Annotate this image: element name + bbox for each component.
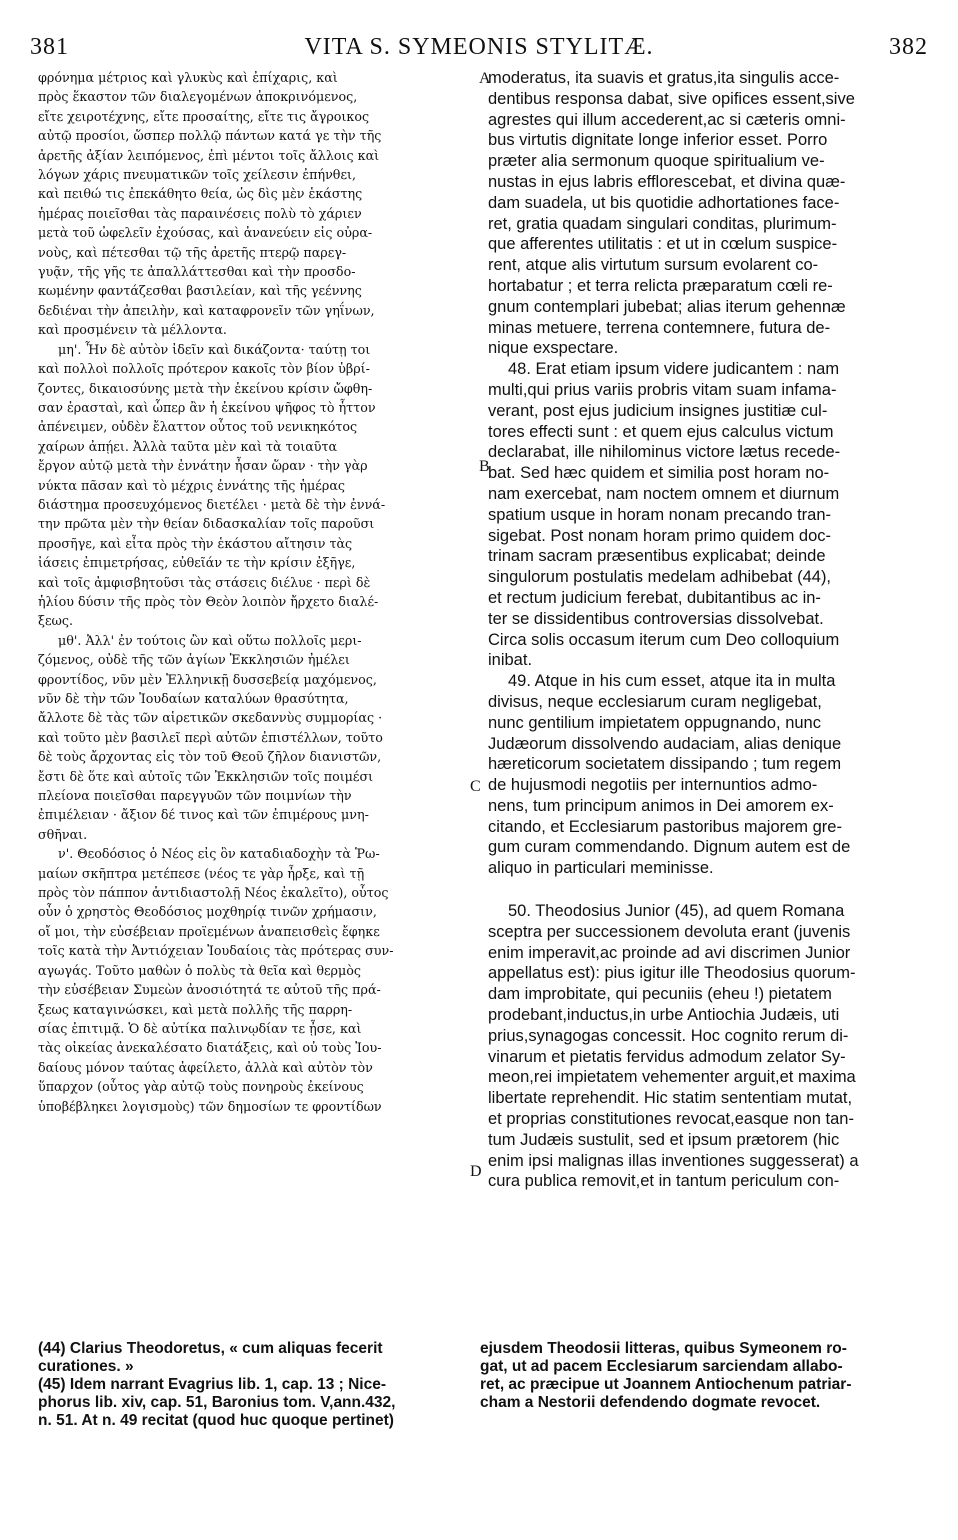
greek-text-line: ἄλλοτε δὲ τὰς τῶν αἱρετικῶν σκεδαννὺς συμμορίας · — [38, 710, 383, 726]
latin-text-line: declarabat, ille nihilominus victore lætus recede- — [488, 443, 841, 462]
greek-text-line: ὑποβέβληκει λογισμοὺς) τῶν δημοσίων τε φροντίδων — [38, 1098, 382, 1114]
latin-text-line: 49. Atque in his cum esset, atque ita in multa — [508, 672, 836, 691]
latin-text-line: vinarum et pietatis fervidus admodum zelator Sy- — [488, 1047, 846, 1066]
latin-text-line: cura publica removit,et in tantum periculum con- — [488, 1172, 840, 1191]
latin-column — [488, 68, 922, 1192]
greek-text-line: την πρῶτα μὲν τὴν θείαν διδασκαλίαν τοῖς παροῦσι — [38, 516, 375, 532]
latin-text-line: dentibus responsa dabat, sive opifices essent,sive — [488, 89, 855, 108]
latin-text-line: prodebant,inductus,in urbe Antiochia Judæis, uti — [488, 1006, 840, 1025]
greek-text-line: οὖν ὁ χρηστὸς Θεοδόσιος μοχθηρίᾳ τινῶν χρήμασιν, — [38, 904, 377, 920]
latin-text-line: præter alia sermonum quoque spiritualium ve- — [488, 152, 825, 171]
latin-text-line: tores effecti sunt : et quem ejus calculus victum — [488, 422, 834, 441]
page-number-left: 381 — [30, 34, 69, 60]
greek-text-line: σθῆναι. — [38, 826, 88, 842]
greek-text-line: ζοντες, δικαιοσύνης μετὰ τὴν ἐκείνου κρίσιν ὤφθη- — [38, 380, 373, 396]
latin-text-line: bus virtutis dignitate longe inferior esset. Porro — [488, 131, 828, 150]
latin-text-line: ter se dissidentibus controversias dissolvebat. — [488, 609, 824, 628]
greek-text-line: προσῆγε, καὶ εἶτα πρὸς τὴν ἑκάστου αἴτησιν τὰς — [38, 535, 353, 551]
latin-text-line: minas metuere, terrena contemnere, futura de- — [488, 318, 831, 337]
greek-text-line: χαίρων ἀπῄει. Ἀλλὰ ταῦτα μὲν καὶ τὰ τοιαῦτα — [38, 438, 338, 454]
greek-text-line: καὶ πειθώ τις ἐπεκάθητο θεία, ὡς δὶς μὲν ἑκάστης — [38, 186, 363, 202]
latin-text-line: enim imperavit,ac proinde ad avi discrimen Junior — [488, 943, 851, 962]
greek-text-line: σίας ἐπιτιμᾷ. Ὁ δὲ αὐτίκα παλινῳδίαν τε ᾖσε, καὶ — [38, 1020, 362, 1036]
greek-text-line: νοὺς, καὶ πέτεσθαι τῷ τῆς ἀρετῆς πτερῷ παρεγ- — [38, 244, 347, 260]
greek-text-line: μθ'. Ἀλλ' ἐν τούτοις ὢν καὶ οὕτω πολλοῖς μερι- — [58, 632, 362, 648]
latin-text-line: verant, post ejus judicium insignes justitiæ cul- — [488, 401, 828, 420]
latin-text-line: meon,rei impietatem vehementer arguit,et maxima — [488, 1068, 856, 1087]
latin-text-line: singulorum postulatis medelam adhibebat (44), — [488, 568, 832, 587]
latin-text-line: citando, et Ecclesiarum pastoribus majorem gre- — [488, 817, 842, 836]
latin-text-line: dam improbitate, qui pecuniis (eheu !) pietatem — [488, 985, 832, 1004]
margin-letter-c: C — [470, 778, 481, 795]
running-header — [30, 34, 928, 68]
latin-text-line: gnum contemplari jubebat; alias iterum gehennæ — [488, 297, 846, 316]
greek-text-line: πρὸς τὸν πάππον ἀντιδιαστολῇ Νέος ἐκαλεῖτο), οὗτος — [38, 885, 389, 901]
greek-text-line: αγωγάς. Τοῦτο μαθὼν ὁ πολὺς τὰ θεῖα καὶ θερμὸς — [38, 962, 361, 978]
greek-text-line: νῦν δὲ τὴν τῶν Ἰουδαίων καταλύων θρασύτητα, — [38, 691, 349, 706]
footnote-line: ret, ac præcipue ut Joannem Antiochenum patriar- — [480, 1376, 852, 1393]
latin-text-line: libertate reprehendit. Hic statim sententiam mutat, — [488, 1089, 853, 1108]
latin-text-line: 48. Erat etiam ipsum videre judicantem : nam — [508, 360, 840, 379]
running-title: VITA S. SYMEONIS STYLITÆ. — [304, 34, 654, 60]
greek-text-line: μη'. Ἦν δὲ αὐτὸν ἰδεῖν καὶ δικάζοντα· ταύτῃ τοι — [58, 341, 371, 357]
greek-text-line: λόγων χάρις πνευματικῶν τοῖς χείλεσιν ἐπήνθει, — [38, 167, 357, 183]
latin-text-line: que afferentes utilitatis : et ut in cœlum suspice- — [488, 235, 838, 254]
greek-text-line: ξεως. — [38, 613, 74, 629]
greek-text-line: αὐτῷ προσίοι, ὥσπερ πολλῷ πάντων κατά γε τὴν τῆς — [38, 128, 382, 144]
latin-text-line: nustas in ejus labris efflorescebat, et divina quæ- — [488, 172, 846, 191]
latin-text-line — [488, 879, 922, 901]
greek-text-line: ἡλίου δύσιν τῆς πρὸς τὸν Θεὸν λοιπὸν ἤρχετο διαλέ- — [38, 593, 379, 609]
greek-text-line: ἔργον αὐτῷ μετὰ τὴν ἐννάτην ἦσαν ὥραν · τὴν γὰρ — [38, 458, 368, 474]
latin-text-line: 50. Theodosius Junior (45), ad quem Romana — [508, 902, 845, 921]
latin-text-line: Judæorum dissolvendo audaciam, alias denique — [488, 734, 842, 753]
latin-text-line: hortabatur ; et terra relicta præparatum cœli re- — [488, 276, 833, 295]
greek-text-line: πλείονα ποιεῖσθαι παρεγγυῶν τῶν ποιμνίων τὴν — [38, 788, 352, 804]
greek-text-line: φροντίδος, νῦν μὲν Ἑλληνικῇ δυσσεβείᾳ μαχόμενος, — [38, 671, 377, 687]
greek-text-line: τὰς οἰκείας ἀνεκαλέσατο διατάξεις, καὶ οὐ τοὺς Ἰου- — [38, 1040, 382, 1056]
footnote-line: ejusdem Theodosii litteras, quibus Symeonem ro- — [480, 1340, 847, 1357]
latin-text-line: sceptra per successionem devoluta erant (juvenis — [488, 922, 851, 941]
greek-text-line: εἴτε χειροτέχνης, εἴτε προσαίτης, εἴτε τις ἄγροικος — [38, 108, 370, 124]
latin-text-line: gum curam commendando. Dignum autem est de — [488, 838, 851, 857]
latin-text-line: prius,synagogas concessit. Hoc cognito rerum di- — [488, 1026, 849, 1045]
latin-text-line: dam suadela, ut bis quotidie adhortationes face- — [488, 193, 840, 212]
latin-text-line: bat. Sed hæc quidem et similia post horam no- — [488, 464, 830, 483]
greek-text-line: δὲ τοὺς ἄρχοντας εἰς τὸν τοῦ Θεοῦ ζῆλον διανιστῶν, — [38, 749, 382, 765]
footnote-line: phorus lib. xiv, cap. 51, Baronius tom. V,ann.432, — [38, 1394, 396, 1411]
greek-text-line: ν'. Θεοδόσιος ὁ Νέος εἰς ὃν καταδιαδοχὴν τὰ Ῥω- — [58, 846, 380, 862]
greek-text-line: γυᾷν, τῆς γῆς τε ἀπαλλάττεσθαι καὶ τὴν προσδο- — [38, 264, 356, 280]
latin-text-line: Circa solis occasum iterum cum Deo colloquium — [488, 630, 840, 649]
latin-text-line: de hujusmodi negotiis per internuntios admo- — [488, 776, 818, 795]
greek-text-line: ἔστι δὲ ὅτε καὶ αὐτοῖς τῶν Ἐκκλησιῶν τοῖς ποιμέσι — [38, 768, 374, 784]
footnote-line: (45) Idem narrant Evagrius lib. 1, cap. 13 ; Nice- — [38, 1376, 387, 1393]
footnote-line: n. 51. At n. 49 recitat (quod huc quoque pertinet) — [38, 1412, 394, 1429]
latin-text-line: divisus, neque ecclesiarum curam negligebat, — [488, 692, 822, 711]
greek-text-line: καὶ τοῖς ἀμφισβητοῦσι τὰς στάσεις διέλυε · περὶ δὲ — [38, 574, 371, 590]
margin-letter-d: D — [470, 1163, 482, 1180]
latin-text-line: spatium usque in horam nonam precando tran- — [488, 505, 832, 524]
footnote-line: curationes. » — [38, 1358, 134, 1375]
greek-text-line: ἀπένειμεν, οὐδὲν ἔλαττον οὗτος τοῦ νενικηκότος — [38, 419, 358, 435]
latin-text-line: ret, gratia quadam singulari conditas, plurimum- — [488, 214, 837, 233]
latin-text-line: aliquo in particulari meminisse. — [488, 859, 714, 878]
greek-text-line: κωμένην φαντάζεσθαι βασιλείαν, καὶ τῆς γεέννης — [38, 283, 362, 299]
latin-text-line: multi,qui prius variis probris vitam suam infama- — [488, 380, 837, 399]
greek-text-line: μαίων σκῆπτρα μετέπεσε (νέος τε γὰρ ἦρξε, καὶ τῇ — [38, 865, 365, 881]
latin-text-line: appellatus est): pius igitur ille Theodosius quorum- — [488, 964, 856, 983]
latin-text-line: et proprias constitutiones revocat,easque non tan- — [488, 1110, 854, 1129]
greek-text-line: νύκτα πᾶσαν καὶ τὸ μέχρις ἐννάτης τῆς ἡμέρας — [38, 477, 346, 493]
footnotes-left — [38, 1340, 468, 1430]
latin-text-line: enim ipsi malignas illas inventiones suggesserat) a — [488, 1151, 859, 1170]
latin-text-line: hæreticorum societatem dissipando ; tum regem — [488, 755, 842, 774]
greek-text-line: καὶ τοῦτο μὲν βασιλεῖ περὶ αὐτῶν ἐπιστέλλων, τοῦτο — [38, 729, 383, 745]
greek-text-line: τοῖς κατὰ τὴν Ἀντιόχειαν Ἰουδαίοις τὰς πρότερας συν- — [38, 943, 394, 959]
footnote-line: (44) Clarius Theodoretus, « cum aliquas fecerit — [38, 1340, 383, 1357]
greek-text-line: καὶ πολλοὶ πολλοῖς πρότερον κακοῖς τὸν βίον ὑβρί- — [38, 361, 370, 377]
greek-text-line: διάστημα προσευχόμενος διετέλει · μετὰ δὲ τὴν ἐννά- — [38, 496, 386, 512]
latin-text-line: sigebat. Post nonam horam primo quidem doc- — [488, 526, 832, 545]
margin-letter-b: B — [479, 458, 490, 475]
latin-text-line: nens, tum principum animos in Dei amorem ex- — [488, 796, 834, 815]
greek-text-line: μετὰ τοῦ ὠφελεῖν ἐχούσας, καὶ ἀνανεύειν εἰς οὐρα- — [38, 225, 373, 241]
greek-text-line: φρόνημα μέτριος καὶ γλυκὺς καὶ ἐπίχαρις, καὶ — [38, 70, 338, 85]
latin-text-line: trinam sacram præsentibus explicabat; deinde — [488, 547, 826, 566]
latin-text-line: agrestes qui illum accederent,ac si cæteris omni- — [488, 110, 846, 129]
greek-text-line: σαν ἐρασταὶ, καὶ ὧπερ ἂν ἡ ἐκείνου ψῆφος τὸ ἧττον — [38, 399, 376, 415]
footnote-line: cham a Nestorii defendendo dogmate revocet. — [480, 1394, 821, 1411]
greek-text-line: ἰάσεις ἐπιμετρήσας, εὐθεῖάν τε τὴν κρίσιν ἐξῆγε, — [38, 555, 356, 571]
greek-text-line: ζόμενος, οὐδὲ τῆς τῶν ἁγίων Ἐκκλησιῶν ἠμέλει — [38, 652, 350, 668]
greek-text-line: πρὸς ἕκαστον τῶν διαλεγομένων ἀποκρινόμενος, — [38, 89, 358, 105]
footnote-line: gat, ut ad pacem Ecclesiarum sarciendam allabo- — [480, 1358, 843, 1375]
greek-column — [38, 68, 478, 1116]
greek-text-line: ἡμέρας ποιεῖσθαι τὰς παραινέσεις πολὺ τὸ χάριεν — [38, 205, 362, 221]
latin-text-line: inibat. — [488, 651, 533, 670]
greek-text-line: ἀρετῆς ἀξίαν λειπόμενος, ἐπὶ μέντοι τοῖς ἄλλοις καὶ — [38, 147, 380, 163]
greek-text-line: οἴ μοι, τὴν εὐσέβειαν προϊεμένων ἀναπεισθεὶς ἔφηκε — [38, 923, 380, 939]
page-number-right: 382 — [889, 34, 928, 60]
greek-text-line: ἐπιμέλειαν · ἄξιον δέ τινος καὶ τῶν ἐπιμέρους μνη- — [38, 807, 369, 823]
latin-text-line: tum Judæis sustulit, sed et ipsum prætorem (hic — [488, 1130, 840, 1149]
greek-text-line: καὶ προσμένειν τὰ μέλλοντα. — [38, 322, 227, 338]
footnotes-right — [480, 1340, 920, 1412]
latin-text-line: nam exercebat, nam noctem omnem et diurnum — [488, 484, 840, 503]
latin-text-line: et rectum judicium ferebat, dubitantibus ac in- — [488, 588, 821, 607]
latin-text-line: nunc gentilium impietatem oppugnando, nunc — [488, 713, 821, 732]
greek-text-line: ξεως καταγινώσκει, καὶ μετὰ πολλῆς τῆς παρρη- — [38, 1001, 353, 1017]
margin-letter-a: A — [479, 70, 491, 87]
greek-text-line: δαίους μόνον ταύτας ἀφείλετο, ἀλλὰ καὶ αὐτὸν τὸν — [38, 1059, 373, 1075]
latin-text-line: rent, atque alis virtutum sursum evolarent co- — [488, 256, 819, 275]
latin-text-line: nique exspectare. — [488, 339, 619, 358]
latin-text-line: moderatus, ita suavis et gratus,ita singulis acce- — [488, 69, 840, 87]
greek-text-line: τὴν εὐσέβειαν Συμεὼν ἀνοσιότητά τε αὐτοῦ τῆς πρά- — [38, 982, 381, 998]
greek-text-line: δεδιέναι τὴν ἀπειλὴν, καὶ καταφρονεῖν τῶν γηΐνων, — [38, 302, 375, 318]
greek-text-line: ὕπαρχον (οὗτος γὰρ αὐτῷ τοὺς πονηροὺς ἐκείνους — [38, 1079, 364, 1095]
